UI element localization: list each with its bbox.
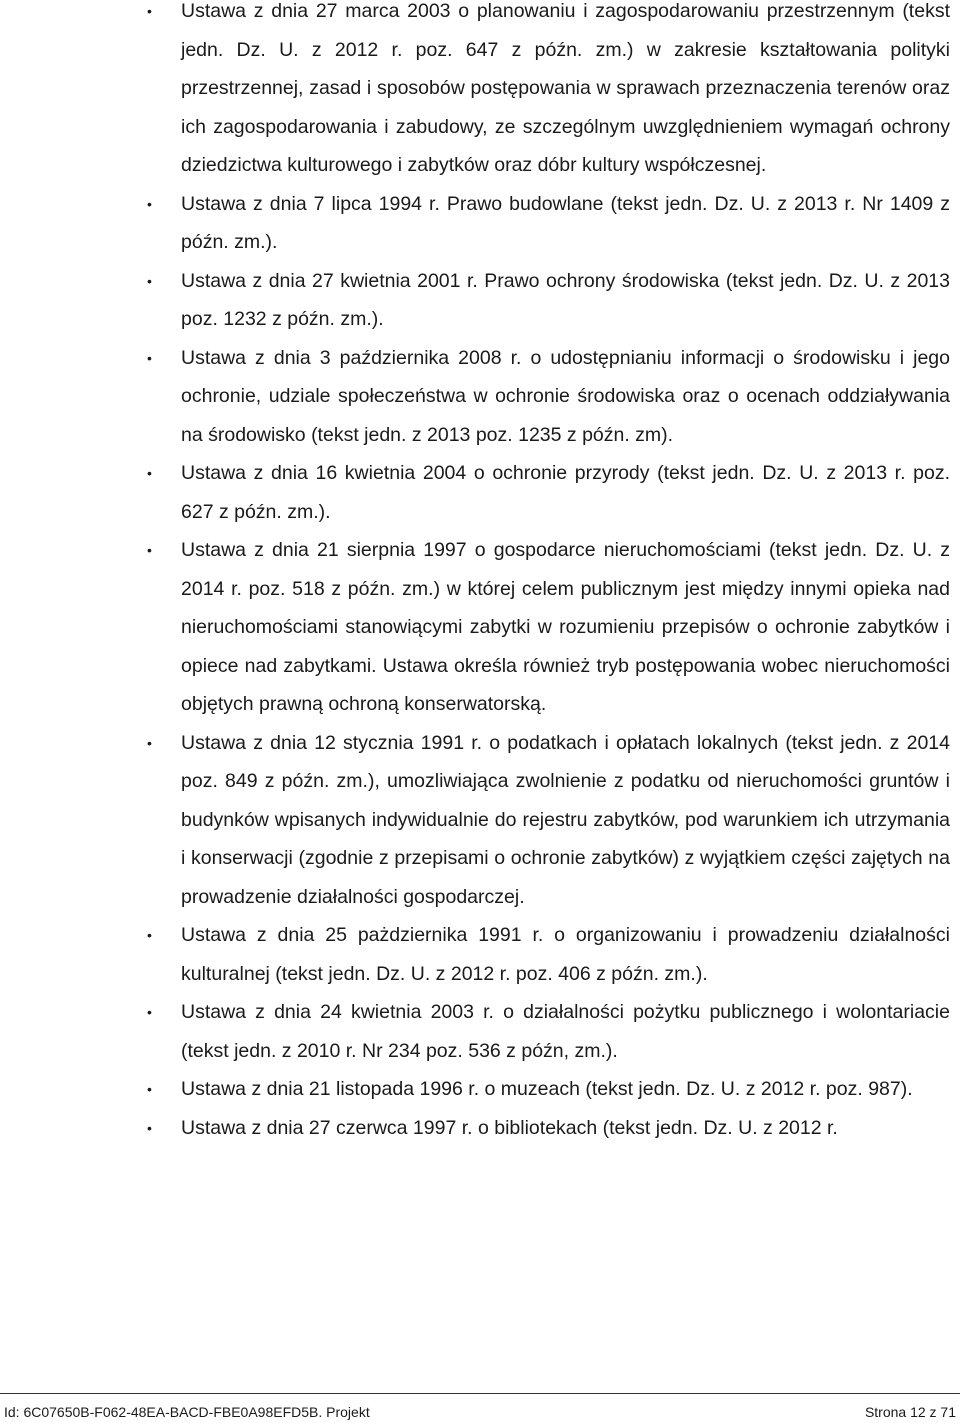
bullet-icon: •: [147, 1081, 152, 1097]
bullet-icon: •: [147, 1119, 152, 1136]
page-footer: [0, 1393, 960, 1421]
list-item: [0, 916, 960, 993]
list-item-text: Ustawa z dnia 21 sierpnia 1997 o gospodarce nieruchomościami (tekst jedn. Dz. U. z 2014 r. poz. 518 z późn. zm.) w której celem publicznym jest między innymi opieka nad nieruchomościami stanowiącymi zabytki w rozumieniu przepisów o ochronie zabytków i opiece nad zabytkami. Ustawa określa również tryb postępowania wobec nieruchomości objętych prawną ochroną konserwatorską.: [181, 539, 950, 715]
list-item-text: Ustawa z dnia 25 pażdziernika 1991 r. o organizowaniu i prowadzeniu działalności kulturalnej (tekst jedn. Dz. U. z 2012 r. poz. 406 z późn. zm.).: [181, 924, 950, 985]
bullet-icon: •: [147, 465, 152, 481]
bullet-icon: •: [147, 1004, 152, 1020]
list-item: [0, 0, 960, 185]
bullet-icon: •: [147, 542, 152, 558]
bullet-icon: •: [147, 3, 152, 19]
bullet-icon: •: [147, 272, 152, 289]
list-item-text: Ustawa z dnia 3 października 2008 r. o udostępnianiu informacji o środowisku i jego ochronie, udziale społeczeństwa w ochronie środowiska oraz o ocenach oddziaływania na środowisko (tekst jedn. z 2013 poz. 1235 z późn. zm).: [181, 346, 950, 446]
bullet-icon: •: [147, 734, 152, 751]
page-number: Strona 12 z 71: [864, 1404, 956, 1420]
list-item-text: Ustawa z dnia 27 marca 2003 o planowaniu i zagospodarowaniu przestrzennym (tekst jedn. Dz. U. z 2012 r. poz. 647 z późn. zm.) w zakresie kształtowania polityki przestrzennej, zasad i sposobów postępowania w sprawach przeznaczenia terenów oraz ich zagospodarowania i zabudowy, ze szczególnym uwzględnieniem wymagań ochrony dziedzictwa kulturowego i zabytków oraz dóbr kultury współczesnej.: [181, 0, 950, 176]
list-item-text: Ustawa z dnia 7 lipca 1994 r. Prawo budowlane (tekst jedn. Dz. U. z 2013 r. Nr 1409 z późn. zm.).: [181, 192, 950, 253]
list-item: [0, 339, 960, 455]
list-item: [0, 993, 960, 1070]
list-item-text: Ustawa z dnia 16 kwietnia 2004 o ochronie przyrody (tekst jedn. Dz. U. z 2013 r. poz. 627 z późn. zm.).: [181, 462, 950, 523]
list-item-text: Ustawa z dnia 24 kwietnia 2003 r. o działalności pożytku publicznego i wolontariacie (tekst jedn. z 2010 r. Nr 234 poz. 536 z późn, zm.).: [181, 1001, 950, 1062]
list-item: [0, 185, 960, 262]
list-item: [0, 454, 960, 531]
list-item: [0, 531, 960, 724]
list-item: [0, 724, 960, 917]
document-id: Id: 6C07650B-F062-48EA-BACD-FBE0A98EFD5B. Projekt: [4, 1404, 370, 1420]
list-item: [0, 1070, 960, 1109]
bullet-icon: •: [147, 195, 152, 212]
list-item-text: Ustawa z dnia 12 stycznia 1991 r. o podatkach i opłatach lokalnych (tekst jedn. z 2014 poz. 849 z późn. zm.), umozliwiająca zwolnienie z podatku od nieruchomości gruntów i budynków wpisanych indywidualnie do rejestru zabytków, pod warunkiem ich utrzymania i konserwacji (zgodnie z przepisami o ochronie zabytków) z wyjątkiem części zajętych na prowadzenie działalności gospodarczej.: [181, 731, 950, 908]
bullet-icon: •: [147, 349, 152, 366]
list-item-text: Ustawa z dnia 27 kwietnia 2001 r. Prawo ochrony środowiska (tekst jedn. Dz. U. z 2013 poz. 1232 z późn. zm.).: [181, 269, 950, 330]
list-item-text: Ustawa z dnia 21 listopada 1996 r. o muzeach (tekst jedn. Dz. U. z 2012 r. poz. 987).: [181, 1078, 913, 1100]
list-item: [0, 1109, 960, 1148]
list-item: [0, 262, 960, 339]
bullet-icon: •: [147, 927, 152, 943]
list-item-text: Ustawa z dnia 27 czerwca 1997 r. o bibliotekach (tekst jedn. Dz. U. z 2012 r.: [181, 1116, 838, 1139]
